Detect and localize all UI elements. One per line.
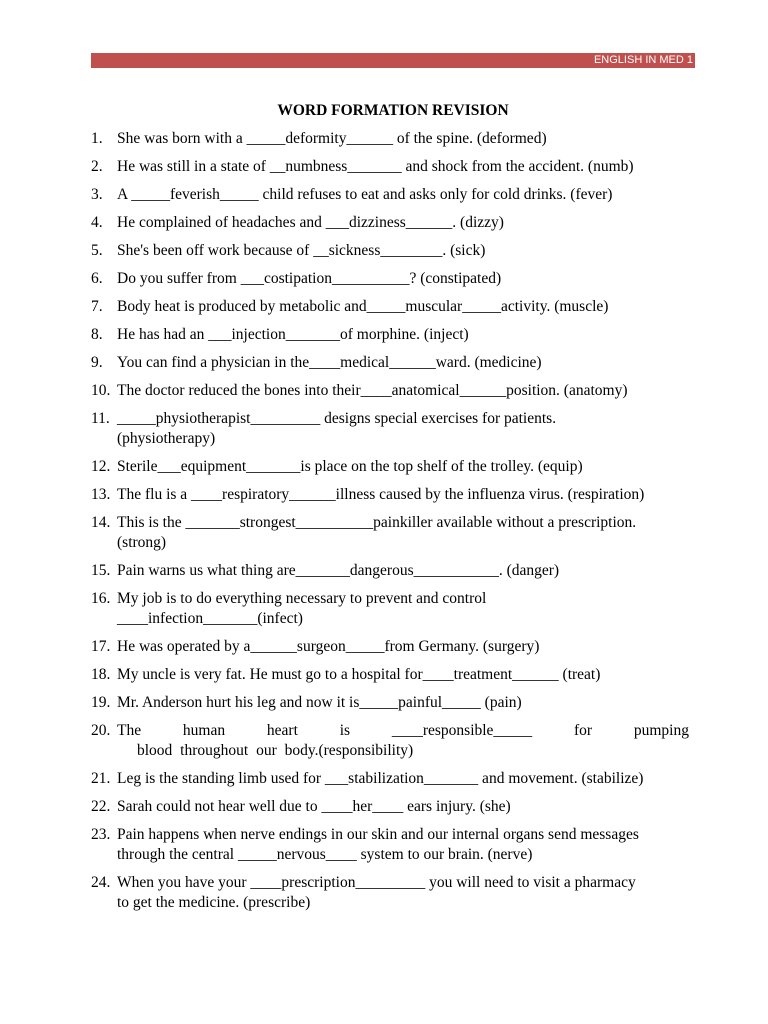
item-number: 22. [91, 798, 111, 815]
list-item [91, 825, 689, 865]
header-label: ENGLISH IN MED 1 [593, 54, 693, 66]
item-number: 15. [91, 562, 111, 579]
list-item [91, 269, 689, 289]
list-item [91, 665, 689, 685]
item-text-line: Mr. Anderson hurt his leg and now it is_____painful_____ (pain) [117, 694, 522, 711]
item-number: 4. [91, 214, 103, 231]
item-text-line: My job is to do everything necessary to prevent and control [117, 590, 487, 607]
list-item [91, 693, 689, 713]
item-text-line: When you have your ____prescription_________ you will need to visit a pharmacy [117, 874, 636, 891]
item-text-line: Pain warns us what thing are_______dangerous___________. (danger) [117, 562, 560, 579]
item-text-line: _____physiotherapist_________ designs special exercises for patients. [117, 410, 557, 427]
item-number: 23. [91, 826, 111, 843]
item-number: 14. [91, 514, 111, 531]
item-number: 6. [91, 270, 103, 287]
list-item [91, 353, 689, 373]
list-item [91, 129, 689, 149]
list-item [91, 637, 689, 657]
item-number: 13. [91, 486, 111, 503]
item-number: 17. [91, 638, 111, 655]
item-text-line: (physiotherapy) [117, 430, 216, 447]
item-number: 8. [91, 326, 103, 343]
item-number: 20. [91, 722, 111, 739]
item-number: 21. [91, 770, 111, 787]
item-number: 16. [91, 590, 111, 607]
item-number: 11. [91, 410, 110, 427]
item-text-line: Leg is the standing limb used for ___stabilization_______ and movement. (stabilize) [117, 770, 644, 787]
item-text-line: A _____feverish_____ child refuses to eat and asks only for cold drinks. (fever) [117, 186, 613, 203]
list-item [91, 721, 689, 761]
item-number: 5. [91, 242, 103, 259]
header-bar [91, 53, 695, 68]
item-text-line: She was born with a _____deformity______ of the spine. (deformed) [117, 130, 547, 147]
item-text-line: He has had an ___injection_______of morphine. (inject) [117, 326, 469, 343]
list-item [91, 769, 689, 789]
list-item [91, 241, 689, 261]
list-item [91, 325, 689, 345]
item-number: 19. [91, 694, 111, 711]
list-item [91, 457, 689, 477]
list-item [91, 485, 689, 505]
item-text-line: The flu is a ____respiratory______illness caused by the influenza virus. (respiration) [117, 486, 645, 503]
page-title: WORD FORMATION REVISION [277, 102, 509, 119]
item-text-line: Body heat is produced by metabolic and_____muscular_____activity. (muscle) [117, 298, 609, 315]
item-text-line: to get the medicine. (prescribe) [117, 894, 311, 911]
item-text-line: Pain happens when nerve endings in our skin and our internal organs send messages [117, 826, 639, 843]
item-number: 24. [91, 874, 111, 891]
item-text-line: (strong) [117, 534, 167, 551]
item-number: 9. [91, 354, 103, 371]
list-item [91, 157, 689, 177]
item-number: 18. [91, 666, 111, 683]
item-text-line: He was still in a state of __numbness_______ and shock from the accident. (numb) [117, 158, 634, 175]
list-item [91, 797, 689, 817]
list-item [91, 513, 689, 553]
list-item [91, 561, 689, 581]
item-text-line: She's been off work because of __sickness________. (sick) [117, 242, 486, 259]
item-text-line: Sterile___equipment_______is place on the top shelf of the trolley. (equip) [117, 458, 583, 475]
item-number: 1. [91, 130, 103, 147]
list-item [91, 873, 689, 913]
list-item [91, 409, 689, 449]
item-number: 7. [91, 298, 103, 315]
list-item [91, 297, 689, 317]
item-text-line: blood throughout our body.(responsibility) [137, 742, 414, 759]
item-number: 2. [91, 158, 103, 175]
item-text-line: My uncle is very fat. He must go to a hospital for____treatment______ (treat) [117, 666, 601, 683]
item-text-line: You can find a physician in the____medical______ward. (medicine) [117, 354, 542, 371]
item-text-line: Do you suffer from ___costipation__________? (constipated) [117, 270, 502, 287]
item-text-line: The human heart is ____responsible_____ for pumping [117, 722, 689, 739]
list-item [91, 213, 689, 233]
item-number: 3. [91, 186, 103, 203]
item-number: 10. [91, 382, 111, 399]
list-item [91, 381, 689, 401]
item-number: 12. [91, 458, 111, 475]
list-item [91, 185, 689, 205]
item-text-line: He complained of headaches and ___dizziness______. (dizzy) [117, 214, 504, 231]
item-text-line: through the central _____nervous____ system to our brain. (nerve) [117, 846, 533, 863]
list-item [91, 589, 689, 629]
item-text-line: This is the _______strongest__________painkiller available without a prescription. [117, 514, 637, 531]
item-text-line: Sarah could not hear well due to ____her____ ears injury. (she) [117, 798, 511, 815]
item-text-line: ____infection_______(infect) [117, 610, 303, 627]
item-text-line: He was operated by a______surgeon_____from Germany. (surgery) [117, 638, 540, 655]
item-text-line: The doctor reduced the bones into their____anatomical______position. (anatomy) [117, 382, 628, 399]
